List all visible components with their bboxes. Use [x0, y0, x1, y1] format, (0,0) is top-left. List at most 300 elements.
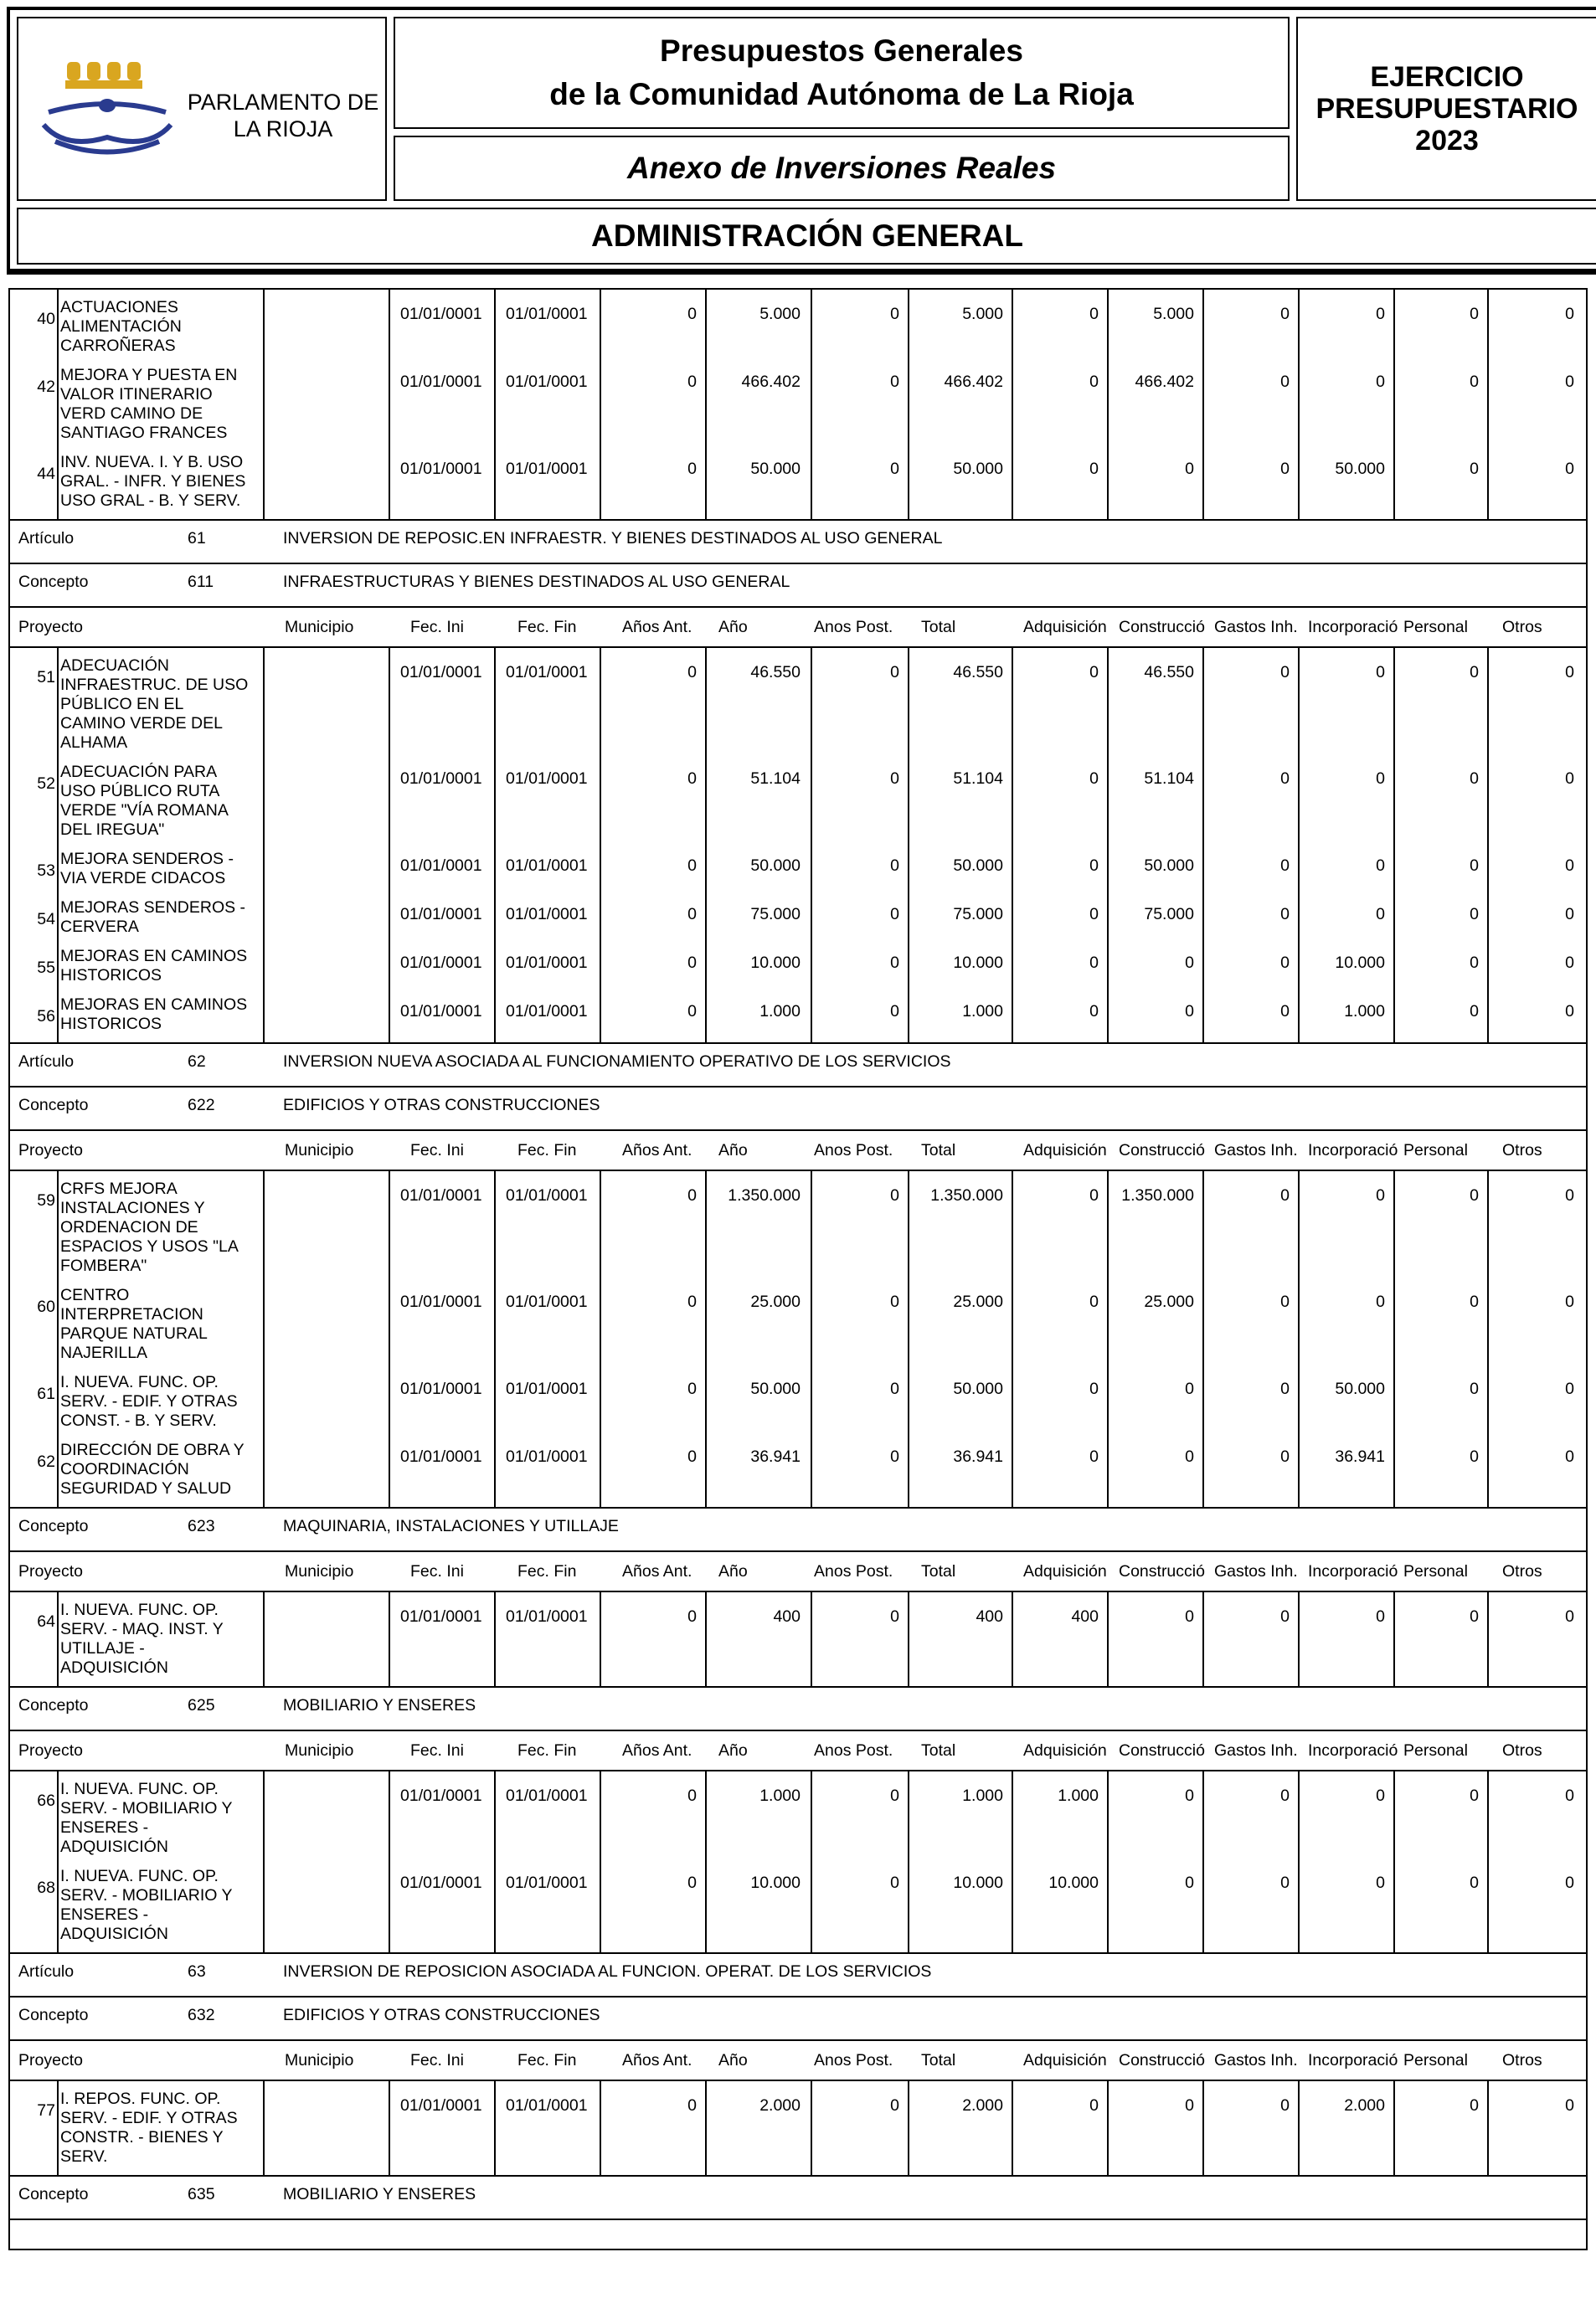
amount-otr: 0 — [1565, 1607, 1574, 1626]
column-header: Proyecto — [18, 2051, 83, 2069]
column-divider — [389, 2080, 390, 2175]
project-description-line: I. REPOS. FUNC. OP. — [60, 2090, 221, 2108]
amount-post: 0 — [890, 1186, 899, 1205]
title-box — [394, 17, 1290, 129]
start-date: 01/01/0001 — [400, 1293, 482, 1311]
amount-ano: 50.000 — [750, 856, 801, 875]
column-divider — [1107, 2080, 1109, 2175]
amount-otr: 0 — [1565, 2096, 1574, 2115]
section-box — [17, 208, 1596, 265]
amount-ano: 50.000 — [750, 460, 801, 478]
amount-total: 5.000 — [962, 305, 1003, 323]
start-date: 01/01/0001 — [400, 1186, 482, 1205]
column-divider — [494, 1770, 496, 1952]
column-header: Año — [718, 618, 748, 636]
amount-cons: 0 — [1185, 1607, 1194, 1626]
amount-post: 0 — [890, 373, 899, 391]
project-description-line: PARQUE NATURAL — [60, 1324, 208, 1343]
amount-ant: 0 — [687, 1002, 697, 1021]
start-date: 01/01/0001 — [400, 2096, 482, 2115]
project-description-line: USO GRAL - B. Y SERV. — [60, 491, 241, 510]
column-header: Fec. Ini — [410, 1141, 464, 1159]
row-divider — [10, 2039, 1588, 2041]
project-description-line: CONSTR. - BIENES Y — [60, 2128, 224, 2147]
project-description-line: I. NUEVA. FUNC. OP. — [60, 1867, 219, 1885]
amount-ano: 75.000 — [750, 905, 801, 923]
column-header: Gastos Inh. — [1214, 1562, 1298, 1581]
column-divider — [600, 646, 601, 1042]
column-divider — [389, 646, 390, 1042]
amount-otr: 0 — [1565, 905, 1574, 923]
column-header: Incorporació — [1308, 2051, 1398, 2069]
column-header: Construcció — [1119, 1741, 1205, 1760]
amount-per: 0 — [1470, 663, 1479, 681]
project-description-line: ADECUACIÓN — [60, 656, 170, 675]
project-description-line: INTERPRETACION — [60, 1305, 203, 1324]
amount-gas: 0 — [1280, 1607, 1290, 1626]
project-description-line: DIRECCIÓN DE OBRA Y — [60, 1441, 245, 1459]
amount-inc: 0 — [1376, 905, 1385, 923]
project-description-line: MEJORAS EN CAMINOS — [60, 995, 248, 1014]
column-header: Personal — [1403, 1141, 1468, 1159]
column-divider — [263, 288, 265, 519]
project-description-line: MEJORA Y PUESTA EN — [60, 366, 238, 384]
amount-post: 0 — [890, 1380, 899, 1398]
parliament-name-line2: LA RIOJA — [233, 116, 333, 141]
amount-per: 0 — [1470, 769, 1479, 788]
amount-ano: 10.000 — [750, 1874, 801, 1892]
section-title: ADMINISTRACIÓN GENERAL — [591, 219, 1023, 253]
amount-otr: 0 — [1565, 1186, 1574, 1205]
start-date: 01/01/0001 — [400, 1874, 482, 1892]
column-divider — [811, 1591, 812, 1686]
amount-cons: 0 — [1185, 1874, 1194, 1892]
amount-per: 0 — [1470, 1607, 1479, 1626]
section-code: 63 — [188, 1962, 206, 1981]
amount-otr: 0 — [1565, 1447, 1574, 1466]
amount-total: 2.000 — [962, 2096, 1003, 2115]
project-number: 42 — [37, 377, 55, 396]
project-description-line: CRFS MEJORA — [60, 1180, 178, 1198]
section-title: EDIFICIOS Y OTRAS CONSTRUCCIONES — [283, 2006, 600, 2024]
project-number: 51 — [37, 667, 55, 686]
section-kind-label: Concepto — [18, 2185, 89, 2203]
amount-gas: 0 — [1280, 954, 1290, 972]
end-date: 01/01/0001 — [506, 1002, 588, 1021]
amount-gas: 0 — [1280, 1787, 1290, 1805]
project-description-line: GRAL. - INFR. Y BIENES — [60, 472, 246, 491]
column-divider — [705, 1591, 707, 1686]
amount-adq: 0 — [1089, 460, 1099, 478]
column-divider — [705, 2080, 707, 2175]
project-number: 52 — [37, 774, 55, 793]
end-date: 01/01/0001 — [506, 460, 588, 478]
amount-cons: 0 — [1185, 1447, 1194, 1466]
column-header: Anos Post. — [814, 1562, 893, 1581]
amount-post: 0 — [890, 905, 899, 923]
project-description-line: VALOR ITINERARIO — [60, 385, 213, 404]
amount-otr: 0 — [1565, 1874, 1574, 1892]
column-header: Años Ant. — [622, 2051, 692, 2069]
amount-per: 0 — [1470, 1380, 1479, 1398]
row-divider — [10, 1686, 1588, 1688]
column-header: Total — [921, 1141, 956, 1159]
project-description-line: CARROÑERAS — [60, 337, 176, 355]
row-divider — [10, 1730, 1588, 1731]
amount-per: 0 — [1470, 1787, 1479, 1805]
column-header: Construcció — [1119, 2051, 1205, 2069]
amount-inc: 50.000 — [1335, 1380, 1385, 1398]
project-description-line: MEJORAS EN CAMINOS — [60, 947, 248, 965]
amount-total: 25.000 — [953, 1293, 1003, 1311]
start-date: 01/01/0001 — [400, 905, 482, 923]
column-divider — [57, 2080, 59, 2175]
column-divider — [389, 288, 390, 519]
amount-inc: 0 — [1376, 373, 1385, 391]
column-header: Proyecto — [18, 1141, 83, 1159]
start-date: 01/01/0001 — [400, 769, 482, 788]
section-kind-label: Artículo — [18, 529, 75, 548]
section-title: MAQUINARIA, INSTALACIONES Y UTILLAJE — [283, 1517, 619, 1535]
row-divider — [10, 1507, 1588, 1509]
column-header: Fec. Ini — [410, 1562, 464, 1581]
project-description-line: ENSERES - — [60, 1905, 149, 1924]
column-header: Total — [921, 2051, 956, 2069]
amount-total: 400 — [976, 1607, 1003, 1626]
column-divider — [1393, 2080, 1395, 2175]
column-header: Adquisición — [1023, 1562, 1107, 1581]
amount-gas: 0 — [1280, 1186, 1290, 1205]
column-divider — [263, 1591, 265, 1686]
end-date: 01/01/0001 — [506, 1293, 588, 1311]
column-header: Municipio — [285, 2051, 354, 2069]
column-header: Municipio — [285, 618, 354, 636]
project-description-line: HISTORICOS — [60, 966, 162, 985]
project-number: 55 — [37, 958, 55, 977]
amount-gas: 0 — [1280, 1447, 1290, 1466]
column-header: Total — [921, 618, 956, 636]
project-description-line: I. NUEVA. FUNC. OP. — [60, 1780, 219, 1798]
amount-gas: 0 — [1280, 460, 1290, 478]
project-description-line: SERV. - MAQ. INST. Y — [60, 1620, 224, 1638]
row-divider — [10, 2219, 1588, 2220]
column-header: Fec. Fin — [517, 618, 577, 636]
amount-ano: 50.000 — [750, 1380, 801, 1398]
amount-total: 1.000 — [962, 1787, 1003, 1805]
amount-ano: 51.104 — [750, 769, 801, 788]
year-value: 2023 — [1415, 125, 1479, 157]
amount-otr: 0 — [1565, 1380, 1574, 1398]
amount-gas: 0 — [1280, 1380, 1290, 1398]
project-description-line: ACTUACIONES — [60, 298, 178, 316]
column-divider — [494, 288, 496, 519]
year-line2: PRESUPUESTARIO — [1315, 93, 1578, 125]
end-date: 01/01/0001 — [506, 1380, 588, 1398]
project-description-line: ADQUISICIÓN — [60, 1658, 168, 1677]
project-description-line: CAMINO VERDE DEL — [60, 714, 223, 733]
column-header: Personal — [1403, 1562, 1468, 1581]
amount-cons: 25.000 — [1144, 1293, 1194, 1311]
amount-gas: 0 — [1280, 1002, 1290, 1021]
column-divider — [1202, 646, 1204, 1042]
project-description-line: SERV. - EDIF. Y OTRAS — [60, 1392, 238, 1411]
amount-cons: 0 — [1185, 1787, 1194, 1805]
amount-ant: 0 — [687, 856, 697, 875]
amount-post: 0 — [890, 1293, 899, 1311]
amount-inc: 0 — [1376, 769, 1385, 788]
column-divider — [1487, 2080, 1489, 2175]
column-header: Años Ant. — [622, 618, 692, 636]
project-description-line: NAJERILLA — [60, 1344, 148, 1362]
project-description-line: COORDINACIÓN — [60, 1460, 189, 1478]
project-number: 56 — [37, 1006, 55, 1026]
end-date: 01/01/0001 — [506, 2096, 588, 2115]
column-divider — [389, 1770, 390, 1952]
project-description-line: ADQUISICIÓN — [60, 1838, 168, 1856]
amount-adq: 0 — [1089, 2096, 1099, 2115]
project-description-line: ENSERES - — [60, 1818, 149, 1837]
project-description-line: INSTALACIONES Y — [60, 1199, 205, 1217]
column-header: Fec. Fin — [517, 1741, 577, 1760]
column-header: Otros — [1502, 2051, 1542, 2069]
column-header: Adquisición — [1023, 1741, 1107, 1760]
start-date: 01/01/0001 — [400, 663, 482, 681]
project-description-line: CENTRO — [60, 1286, 130, 1304]
project-description-line: UTILLAJE - — [60, 1639, 145, 1658]
amount-post: 0 — [890, 305, 899, 323]
amount-adq: 400 — [1071, 1607, 1099, 1626]
column-header: Años Ant. — [622, 1141, 692, 1159]
column-header: Anos Post. — [814, 1141, 893, 1159]
section-title: INVERSION NUEVA ASOCIADA AL FUNCIONAMIENTO OPERATIVO DE LOS SERVICIOS — [283, 1052, 951, 1071]
column-header: Municipio — [285, 1141, 354, 1159]
amount-ant: 0 — [687, 1186, 697, 1205]
column-header: Fec. Fin — [517, 1141, 577, 1159]
end-date: 01/01/0001 — [506, 769, 588, 788]
project-description-line: MEJORA SENDEROS - — [60, 850, 234, 868]
column-header: Fec. Fin — [517, 2051, 577, 2069]
project-description-line: FOMBERA" — [60, 1257, 147, 1275]
data-rows-group — [10, 646, 1588, 1042]
amount-post: 0 — [890, 769, 899, 788]
project-description-line: SERV. — [60, 2147, 108, 2166]
amount-per: 0 — [1470, 460, 1479, 478]
amount-adq: 0 — [1089, 373, 1099, 391]
amount-ano: 1.000 — [759, 1787, 801, 1805]
amount-post: 0 — [890, 1787, 899, 1805]
project-description-line: SEGURIDAD Y SALUD — [60, 1479, 232, 1498]
amount-ant: 0 — [687, 1787, 697, 1805]
end-date: 01/01/0001 — [506, 1787, 588, 1805]
column-header: Año — [718, 2051, 748, 2069]
amount-ant: 0 — [687, 769, 697, 788]
amount-ano: 1.350.000 — [728, 1186, 801, 1205]
amount-total: 10.000 — [953, 1874, 1003, 1892]
project-description-line: I. NUEVA. FUNC. OP. — [60, 1601, 219, 1619]
section-code: 635 — [188, 2185, 215, 2203]
column-header: Incorporació — [1308, 1741, 1398, 1760]
column-header: Otros — [1502, 1562, 1542, 1581]
amount-per: 0 — [1470, 856, 1479, 875]
project-number: 44 — [37, 464, 55, 483]
amount-otr: 0 — [1565, 954, 1574, 972]
end-date: 01/01/0001 — [506, 305, 588, 323]
amount-total: 36.941 — [953, 1447, 1003, 1466]
amount-per: 0 — [1470, 305, 1479, 323]
section-code: 62 — [188, 1052, 206, 1071]
annex-box — [394, 136, 1290, 201]
start-date: 01/01/0001 — [400, 460, 482, 478]
amount-otr: 0 — [1565, 305, 1574, 323]
amount-adq: 0 — [1089, 1447, 1099, 1466]
column-divider — [494, 2080, 496, 2175]
amount-ano: 466.402 — [741, 373, 801, 391]
amount-ano: 5.000 — [759, 305, 801, 323]
column-header: Año — [718, 1562, 748, 1581]
project-number: 53 — [37, 861, 55, 880]
amount-cons: 50.000 — [1144, 856, 1194, 875]
start-date: 01/01/0001 — [400, 1787, 482, 1805]
column-header: Adquisición — [1023, 1141, 1107, 1159]
amount-otr: 0 — [1565, 663, 1574, 681]
title-line1: Presupuestos Generales — [660, 33, 1023, 68]
column-divider — [1107, 1591, 1109, 1686]
column-divider — [1393, 1591, 1395, 1686]
column-divider — [1107, 646, 1109, 1042]
start-date: 01/01/0001 — [400, 1002, 482, 1021]
column-header: Municipio — [285, 1741, 354, 1760]
project-number: 64 — [37, 1612, 55, 1631]
column-divider — [811, 646, 812, 1042]
data-rows-group — [10, 2080, 1588, 2175]
section-title: MOBILIARIO Y ENSERES — [283, 1696, 476, 1715]
column-divider — [1202, 1591, 1204, 1686]
start-date: 01/01/0001 — [400, 954, 482, 972]
project-description-line: ADQUISICIÓN — [60, 1925, 168, 1943]
amount-cons: 46.550 — [1144, 663, 1194, 681]
amount-otr: 0 — [1565, 460, 1574, 478]
column-divider — [811, 2080, 812, 2175]
start-date: 01/01/0001 — [400, 373, 482, 391]
column-divider — [705, 646, 707, 1042]
title-line2: de la Comunidad Autónoma de La Rioja — [549, 77, 1134, 111]
amount-ant: 0 — [687, 663, 697, 681]
column-header: Gastos Inh. — [1214, 2051, 1298, 2069]
fiscal-year-box — [1296, 17, 1596, 201]
project-description-line: SERV. - MOBILIARIO Y — [60, 1886, 233, 1905]
start-date: 01/01/0001 — [400, 305, 482, 323]
project-description-line: USO PÚBLICO RUTA — [60, 782, 220, 800]
section-title: MOBILIARIO Y ENSERES — [283, 2185, 476, 2203]
amount-ant: 0 — [687, 905, 697, 923]
section-title: INVERSION DE REPOSIC.EN INFRAESTR. Y BIENES DESTINADOS AL USO GENERAL — [283, 529, 943, 548]
amount-per: 0 — [1470, 1186, 1479, 1205]
amount-gas: 0 — [1280, 1293, 1290, 1311]
section-title: INVERSION DE REPOSICION ASOCIADA AL FUNCION. OPERAT. DE LOS SERVICIOS — [283, 1962, 932, 1981]
amount-post: 0 — [890, 460, 899, 478]
project-description-line: CONST. - B. Y SERV. — [60, 1411, 217, 1430]
project-description-line: VERD CAMINO DE — [60, 404, 203, 423]
column-divider — [57, 1770, 59, 1952]
amount-otr: 0 — [1565, 769, 1574, 788]
section-kind-label: Concepto — [18, 573, 89, 591]
amount-per: 0 — [1470, 373, 1479, 391]
column-divider — [57, 646, 59, 1042]
column-header: Anos Post. — [814, 618, 893, 636]
amount-adq: 0 — [1089, 1380, 1099, 1398]
amount-adq: 0 — [1089, 1002, 1099, 1021]
project-description-line: PÚBLICO EN EL — [60, 695, 184, 713]
column-header: Personal — [1403, 1741, 1468, 1760]
amount-gas: 0 — [1280, 2096, 1290, 2115]
amount-inc: 0 — [1376, 1787, 1385, 1805]
amount-ant: 0 — [687, 1874, 697, 1892]
column-divider — [600, 1591, 601, 1686]
amount-per: 0 — [1470, 954, 1479, 972]
amount-ano: 2.000 — [759, 2096, 801, 2115]
project-description-line: I. NUEVA. FUNC. OP. — [60, 1373, 219, 1391]
project-number: 40 — [37, 309, 55, 328]
row-divider — [10, 563, 1588, 564]
project-description-line: HISTORICOS — [60, 1015, 162, 1033]
section-code: 625 — [188, 1696, 215, 1715]
project-description-line: SERV. - EDIF. Y OTRAS — [60, 2109, 238, 2127]
section-title: INFRAESTRUCTURAS Y BIENES DESTINADOS AL USO GENERAL — [283, 573, 790, 591]
amount-cons: 0 — [1185, 1380, 1194, 1398]
section-code: 622 — [188, 1096, 215, 1114]
amount-ano: 46.550 — [750, 663, 801, 681]
amount-post: 0 — [890, 1607, 899, 1626]
project-number: 77 — [37, 2100, 55, 2120]
amount-cons: 51.104 — [1144, 769, 1194, 788]
row-divider — [10, 2175, 1588, 2177]
row-divider — [10, 606, 1588, 608]
start-date: 01/01/0001 — [400, 856, 482, 875]
start-date: 01/01/0001 — [400, 1380, 482, 1398]
section-kind-label: Artículo — [18, 1052, 75, 1071]
column-header: Otros — [1502, 1741, 1542, 1760]
amount-ano: 10.000 — [750, 954, 801, 972]
amount-per: 0 — [1470, 2096, 1479, 2115]
amount-post: 0 — [890, 954, 899, 972]
column-divider — [263, 1170, 265, 1507]
amount-adq: 0 — [1089, 663, 1099, 681]
project-description-line: ORDENACION DE — [60, 1218, 198, 1237]
column-divider — [1298, 2080, 1300, 2175]
column-header: Anos Post. — [814, 2051, 893, 2069]
column-divider — [494, 1591, 496, 1686]
column-header: Gastos Inh. — [1214, 1741, 1298, 1760]
column-divider — [1487, 1591, 1489, 1686]
column-header: Fec. Ini — [410, 618, 464, 636]
year-line1: EJERCICIO — [1370, 61, 1524, 93]
parliament-logo-box — [17, 17, 387, 201]
row-divider — [10, 1550, 1588, 1552]
column-header: Año — [718, 1141, 748, 1159]
column-divider — [494, 646, 496, 1042]
amount-inc: 36.941 — [1335, 1447, 1385, 1466]
amount-ant: 0 — [687, 2096, 697, 2115]
column-header: Anos Post. — [814, 1741, 893, 1760]
amount-inc: 0 — [1376, 663, 1385, 681]
column-header: Municipio — [285, 1562, 354, 1581]
amount-gas: 0 — [1280, 305, 1290, 323]
end-date: 01/01/0001 — [506, 1874, 588, 1892]
column-divider — [389, 1170, 390, 1507]
row-divider — [10, 1086, 1588, 1087]
column-divider — [1202, 2080, 1204, 2175]
project-description-line: ALHAMA — [60, 733, 128, 752]
